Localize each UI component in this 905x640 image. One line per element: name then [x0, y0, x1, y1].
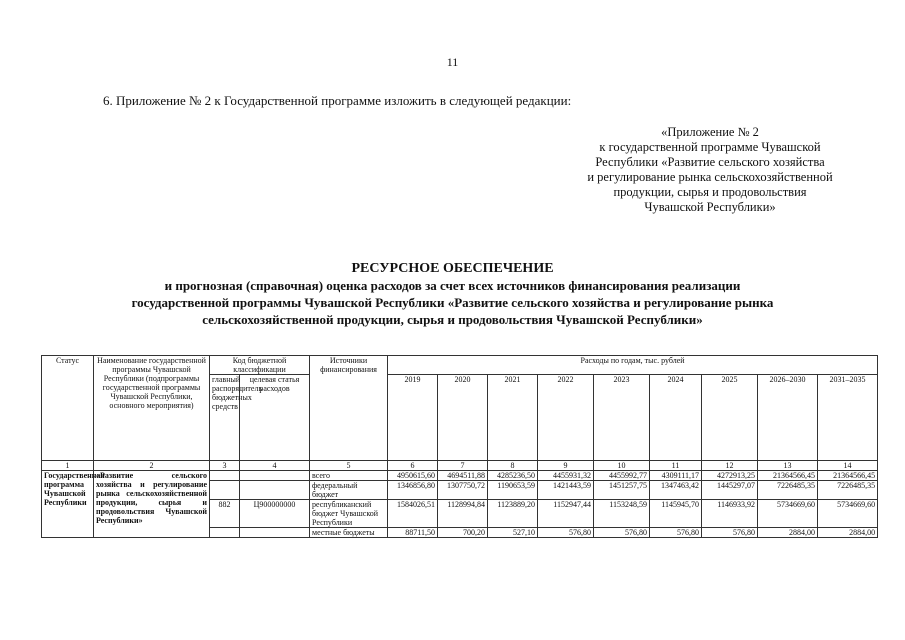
value-cell: 1584026,51: [388, 500, 438, 528]
value-cell: 88711,50: [388, 528, 438, 538]
value-cell: 5734669,60: [758, 500, 818, 528]
value-cell: 576,80: [594, 528, 650, 538]
header-year: 2024: [650, 375, 702, 461]
grbs-cell: [210, 481, 240, 500]
header-status: Статус: [42, 356, 94, 461]
program-status: Государственная программа Чувашской Республики: [42, 471, 94, 538]
program-name: «Развитие сельского хозяйства и регулирование рынка сельскохозяйственной продукции, сырья и продовольствия Чувашской Республики»: [94, 471, 210, 538]
target-cell: [240, 471, 310, 481]
header-year: 2023: [594, 375, 650, 461]
source-cell: республиканский бюджет Чувашской Республики: [310, 500, 388, 528]
target-cell: [240, 481, 310, 500]
header-expenses: Расходы по годам, тыс. рублей: [388, 356, 878, 375]
value-cell: 2884,00: [758, 528, 818, 538]
header-year: 2025: [702, 375, 758, 461]
title-line: и прогнозная (справочная) оценка расходов за счет всех источников финансирования реализации: [164, 278, 741, 293]
source-cell: местные бюджеты: [310, 528, 388, 538]
column-number: 3: [210, 461, 240, 471]
title-main: РЕСУРСНОЕ ОБЕСПЕЧЕНИЕ: [351, 261, 554, 276]
value-cell: 7226485,35: [758, 481, 818, 500]
appendix-line: и регулирование рынка сельскохозяйственной: [587, 170, 833, 184]
column-number: 11: [650, 461, 702, 471]
value-cell: 700,20: [438, 528, 488, 538]
value-cell: 1307750,72: [438, 481, 488, 500]
appendix-line: Чувашской Республики»: [644, 200, 776, 214]
grbs-cell: [210, 528, 240, 538]
value-cell: 5734669,60: [818, 500, 878, 528]
value-cell: 4694511,88: [438, 471, 488, 481]
column-number: 1: [42, 461, 94, 471]
column-number: 7: [438, 461, 488, 471]
value-cell: 4285236,50: [488, 471, 538, 481]
page-number: 11: [446, 55, 459, 69]
value-cell: 527,10: [488, 528, 538, 538]
document-title: [0, 260, 905, 328]
value-cell: 1347463,42: [650, 481, 702, 500]
header-year: 2026–2030: [758, 375, 818, 461]
instruction-text: 6. Приложение № 2 к Государственной программе изложить в следующей редакции:: [103, 93, 572, 108]
value-cell: 576,80: [538, 528, 594, 538]
value-cell: 4455931,32: [538, 471, 594, 481]
header-target: целевая статья расходов: [240, 375, 310, 461]
target-cell: [240, 528, 310, 538]
value-cell: 1146933,92: [702, 500, 758, 528]
header-budget-code: Код бюджетной классификации: [210, 356, 310, 375]
value-cell: 4272913,25: [702, 471, 758, 481]
header-row: [42, 356, 878, 375]
value-cell: 576,80: [702, 528, 758, 538]
value-cell: 1451257,75: [594, 481, 650, 500]
resource-table: [41, 355, 878, 538]
appendix-line: продукции, сырья и продовольствия: [613, 185, 807, 199]
value-cell: 1145945,70: [650, 500, 702, 528]
header-grbs: главный распорядитель бюджетных средств: [210, 375, 240, 461]
column-number: 12: [702, 461, 758, 471]
column-number-row: [42, 461, 878, 471]
value-cell: 1421443,59: [538, 481, 594, 500]
value-cell: 1152947,44: [538, 500, 594, 528]
value-cell: 1128994,84: [438, 500, 488, 528]
source-cell: всего: [310, 471, 388, 481]
title-line: государственной программы Чувашской Республики «Развитие сельского хозяйства и регулирование рынка: [131, 295, 774, 310]
target-cell: Ц900000000: [240, 500, 310, 528]
column-number: 8: [488, 461, 538, 471]
value-cell: 2884,00: [818, 528, 878, 538]
column-number: 5: [310, 461, 388, 471]
column-number: 6: [388, 461, 438, 471]
header-name: Наименование государственной программы Чувашской Республики (подпрограммы государственной программы Чувашской Республики, основного мероприятия): [94, 356, 210, 461]
value-cell: 7226485,35: [818, 481, 878, 500]
header-year: 2020: [438, 375, 488, 461]
grbs-cell: 882: [210, 500, 240, 528]
header-sources: Источники финансирования: [310, 356, 388, 461]
appendix-line: Республики «Развитие сельского хозяйства: [595, 155, 825, 169]
value-cell: 4950615,60: [388, 471, 438, 481]
value-cell: 21364566,45: [818, 471, 878, 481]
column-number: 13: [758, 461, 818, 471]
value-cell: 1153248,59: [594, 500, 650, 528]
source-cell: федеральный бюджет: [310, 481, 388, 500]
header-year: 2031–2035: [818, 375, 878, 461]
appendix-line: к государственной программе Чувашской: [599, 140, 821, 154]
column-number: 2: [94, 461, 210, 471]
value-cell: 4455992,77: [594, 471, 650, 481]
table-row: [42, 471, 878, 481]
header-year: 2019: [388, 375, 438, 461]
column-number: 4: [240, 461, 310, 471]
value-cell: 21364566,45: [758, 471, 818, 481]
value-cell: 1190653,59: [488, 481, 538, 500]
grbs-cell: [210, 471, 240, 481]
value-cell: 1445297,07: [702, 481, 758, 500]
header-year: 2021: [488, 375, 538, 461]
value-cell: 4309111,17: [650, 471, 702, 481]
appendix-line: «Приложение № 2: [661, 125, 759, 139]
header-year: 2022: [538, 375, 594, 461]
column-number: 9: [538, 461, 594, 471]
value-cell: 576,80: [650, 528, 702, 538]
value-cell: 1346856,80: [388, 481, 438, 500]
column-number: 14: [818, 461, 878, 471]
value-cell: 1123889,20: [488, 500, 538, 528]
appendix-heading: [545, 125, 875, 215]
title-line: сельскохозяйственной продукции, сырья и продовольствия Чувашской Республики»: [202, 312, 703, 327]
column-number: 10: [594, 461, 650, 471]
